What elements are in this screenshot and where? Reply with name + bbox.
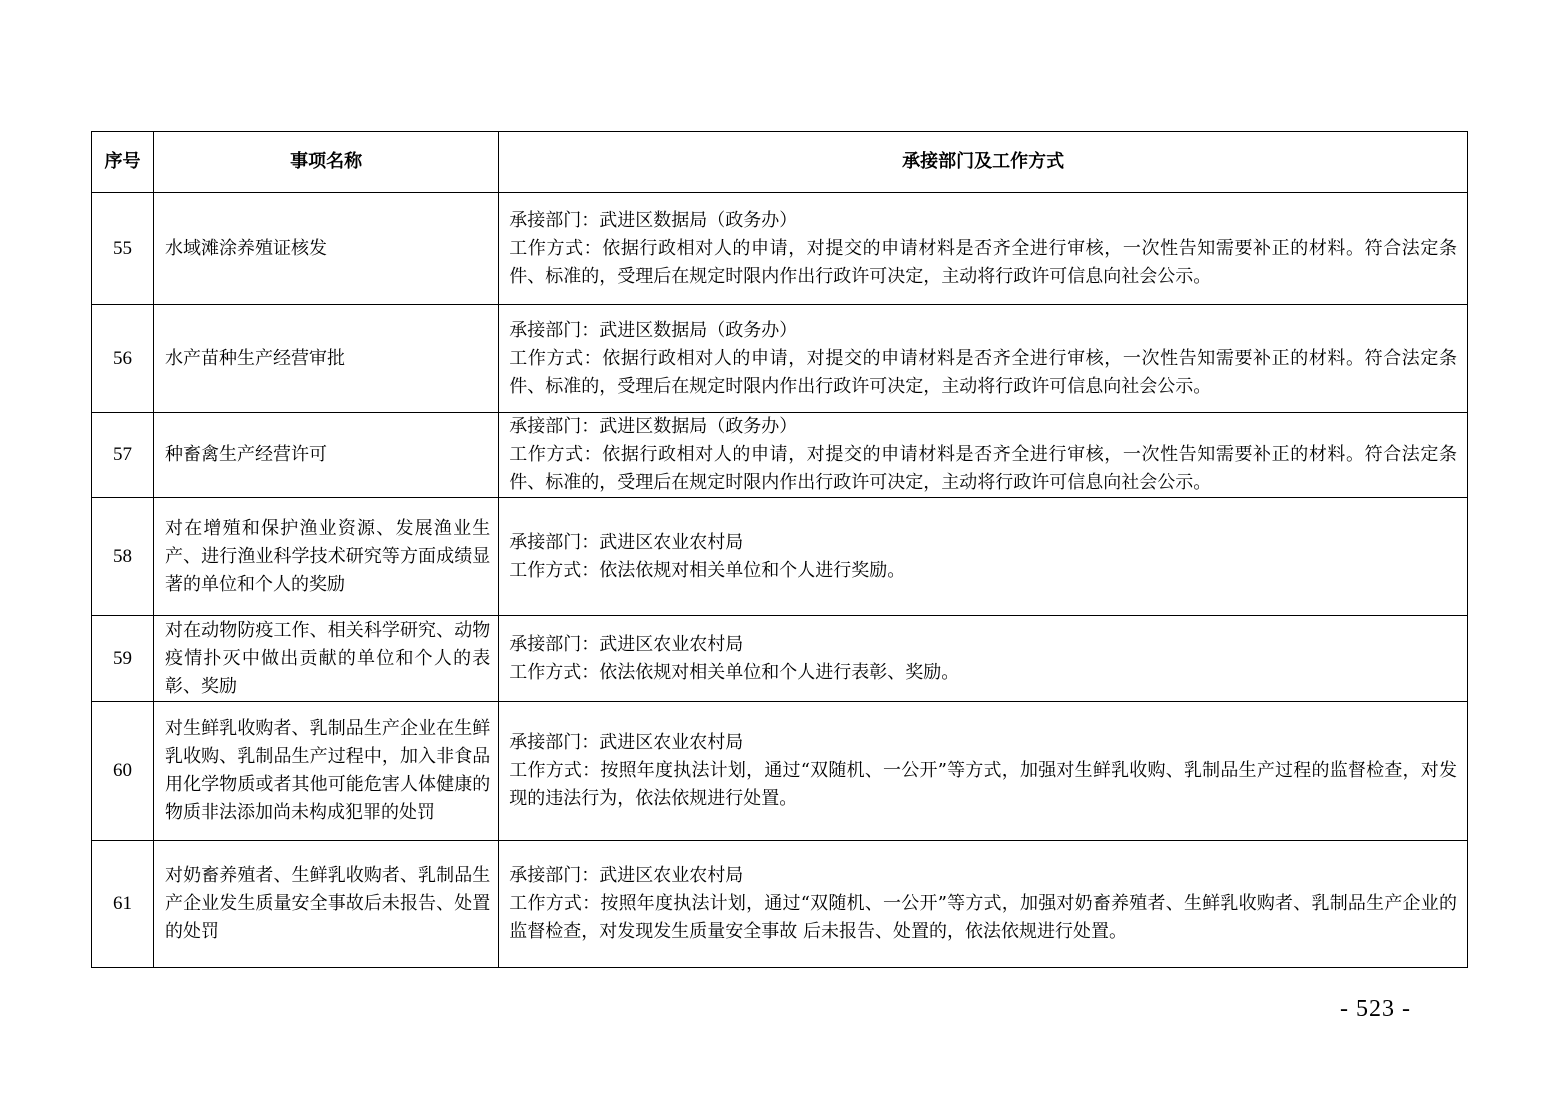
row-dept-cell [499, 498, 1468, 616]
row-seq: 61 [92, 841, 154, 968]
row-dept-cell [499, 702, 1468, 841]
table-row [92, 413, 1468, 498]
row-dept: 承接部门：武进区数据局（政务办） [509, 416, 798, 437]
row-item-name: 种畜禽生产经营许可 [154, 413, 499, 498]
row-dept: 承接部门：武进区数据局（政务办） [509, 319, 798, 341]
table-header-row [92, 132, 1468, 193]
row-item-name: 水域滩涂养殖证核发 [154, 193, 499, 305]
row-seq: 59 [92, 616, 154, 702]
row-dept-cell [499, 413, 1468, 498]
row-dept-cell [499, 305, 1468, 413]
row-method: 工作方式：依据行政相对人的申请，对提交的申请材料是否齐全进行审核，一次性告知需要补正的材料。符合法定条件、标准的，受理后在规定时限内作出行政许可决定，主动将行政许可信息向社会公示。 [509, 237, 1457, 287]
row-dept: 承接部门：武进区农业农村局 [509, 531, 744, 553]
row-method: 工作方式：依据行政相对人的申请，对提交的申请材料是否齐全进行审核，一次性告知需要补正的材料。符合法定条件、标准的，受理后在规定时限内作出行政许可决定，主动将行政许可信息向社会公示。 [509, 347, 1457, 397]
row-dept-cell [499, 193, 1468, 305]
row-seq: 58 [92, 498, 154, 616]
header-name: 事项名称 [154, 132, 499, 193]
row-item-name: 水产苗种生产经营审批 [154, 305, 499, 413]
row-seq: 60 [92, 702, 154, 841]
row-item-name: 对在增殖和保护渔业资源、发展渔业生产、进行渔业科学技术研究等方面成绩显著的单位和个人的奖励 [154, 498, 499, 616]
items-table [91, 131, 1468, 968]
page-number: - 523 - [1340, 996, 1411, 1022]
table-row [92, 498, 1468, 616]
row-dept-cell [499, 841, 1468, 968]
row-seq: 56 [92, 305, 154, 413]
table-row [92, 616, 1468, 702]
table-row [92, 305, 1468, 413]
table-row [92, 702, 1468, 841]
row-dept-cell [499, 616, 1468, 702]
row-dept: 承接部门：武进区农业农村局 [509, 865, 744, 886]
row-item-name: 对生鲜乳收购者、乳制品生产企业在生鲜乳收购、乳制品生产过程中，加入非食品用化学物质或者其他可能危害人体健康的物质非法添加尚未构成犯罪的处罚 [154, 702, 499, 841]
row-seq: 55 [92, 193, 154, 305]
table-row [92, 841, 1468, 968]
row-method: 工作方式：依据行政相对人的申请，对提交的申请材料是否齐全进行审核，一次性告知需要补正的材料。符合法定条件、标准的，受理后在规定时限内作出行政许可决定，主动将行政许可信息向社会公示。 [509, 444, 1457, 493]
row-method: 工作方式：按照年度执法计划，通过“双随机、一公开”等方式，加强对奶畜养殖者、生鲜乳收购者、乳制品生产企业的监督检查，对发现发生质量安全事故 后未报告、处置的，依法依规进行处置。 [509, 893, 1457, 942]
row-dept: 承接部门：武进区农业农村局 [509, 732, 744, 753]
row-item-name: 对在动物防疫工作、相关科学研究、动物疫情扑灭中做出贡献的单位和个人的表彰、奖励 [154, 616, 499, 702]
row-seq: 57 [92, 413, 154, 498]
row-item-name: 对奶畜养殖者、生鲜乳收购者、乳制品生产企业发生质量安全事故后未报告、处置的处罚 [154, 841, 499, 968]
table-row [92, 193, 1468, 305]
row-method: 工作方式：依法依规对相关单位和个人进行表彰、奖励。 [509, 661, 960, 683]
row-method: 工作方式：依法依规对相关单位和个人进行奖励。 [509, 559, 906, 581]
row-method: 工作方式：按照年度执法计划，通过“双随机、一公开”等方式，加强对生鲜乳收购、乳制品生产过程的监督检查，对发现的违法行为，依法依规进行处置。 [509, 760, 1457, 809]
header-dept: 承接部门及工作方式 [499, 132, 1468, 193]
row-dept: 承接部门：武进区数据局（政务办） [509, 209, 798, 231]
row-dept: 承接部门：武进区农业农村局 [509, 633, 744, 655]
header-seq: 序号 [92, 132, 154, 193]
